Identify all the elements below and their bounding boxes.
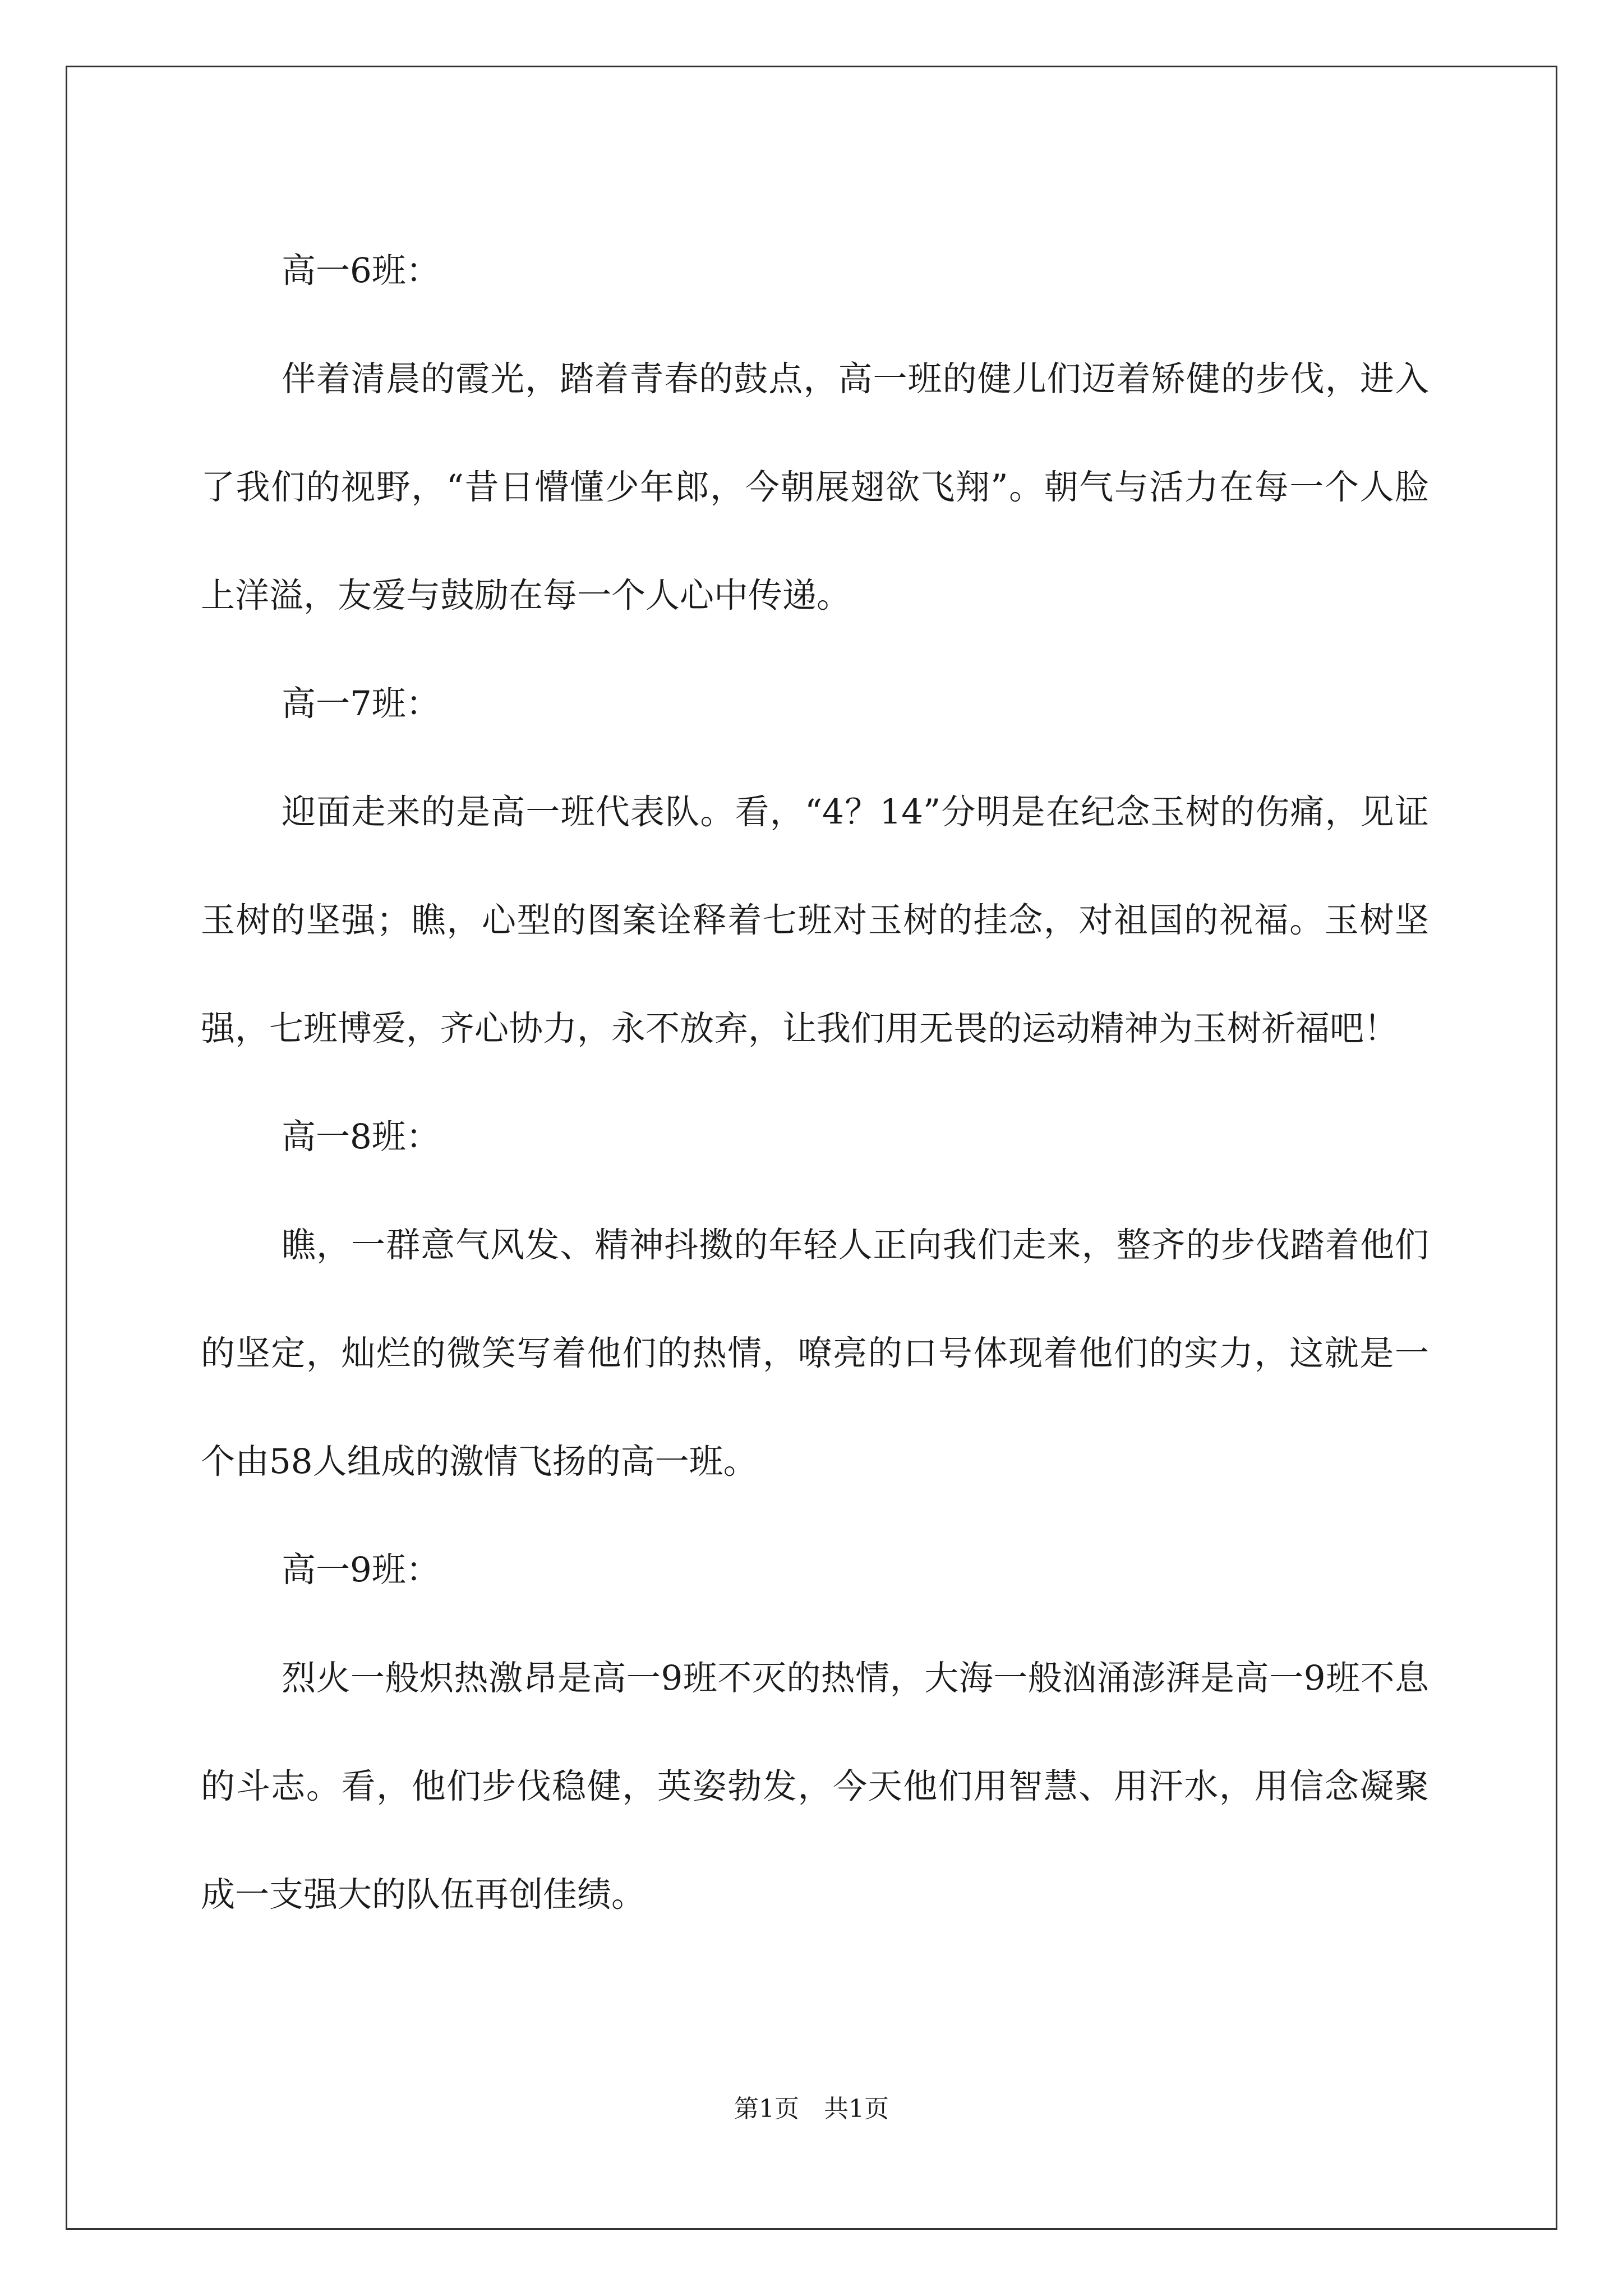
document-body xyxy=(201,217,1429,1949)
paragraph-class-8: 瞧，一群意气风发、精神抖擞的年轻人正向我们走来，整齐的步伐踏着他们的坚定，灿烂的微笑写着他们的热情，嘹亮的口号体现着他们的实力，这就是一个由58人组成的激情飞扬的高一班。 xyxy=(201,1225,1429,1481)
page-footer: 第1页 共1页 xyxy=(734,2095,889,2123)
heading-class-8: 高一8班： xyxy=(282,1117,440,1157)
heading-class-9: 高一9班： xyxy=(282,1550,440,1590)
heading-class-7: 高一7班： xyxy=(282,684,440,724)
paragraph-class-6: 伴着清晨的霞光，踏着青春的鼓点，高一班的健儿们迈着矫健的步伐，进入了我们的视野，“昔日懵懂少年郎，今朝展翅欲飞翔”。朝气与活力在每一个人脸上洋溢，友爱与鼓励在每一个人心中传递。 xyxy=(201,359,1429,615)
heading-class-6: 高一6班： xyxy=(282,251,440,291)
paragraph-class-7: 迎面走来的是高一班代表队。看，“4？14”分明是在纪念玉树的伤痛，见证玉树的坚强；瞧，心型的图案诠释着七班对玉树的挂念，对祖国的祝福。玉树坚强，七班博爱，齐心协力，永不放弃，让我们用无畏的运动精神为玉树祈福吧！ xyxy=(201,792,1429,1048)
paragraph-class-9: 烈火一般炽热激昂是高一9班不灭的热情，大海一般汹涌澎湃是高一9班不息的斗志。看，他们步伐稳健，英姿勃发，今天他们用智慧、用汗水，用信念凝聚成一支强大的队伍再创佳绩。 xyxy=(201,1658,1429,1915)
